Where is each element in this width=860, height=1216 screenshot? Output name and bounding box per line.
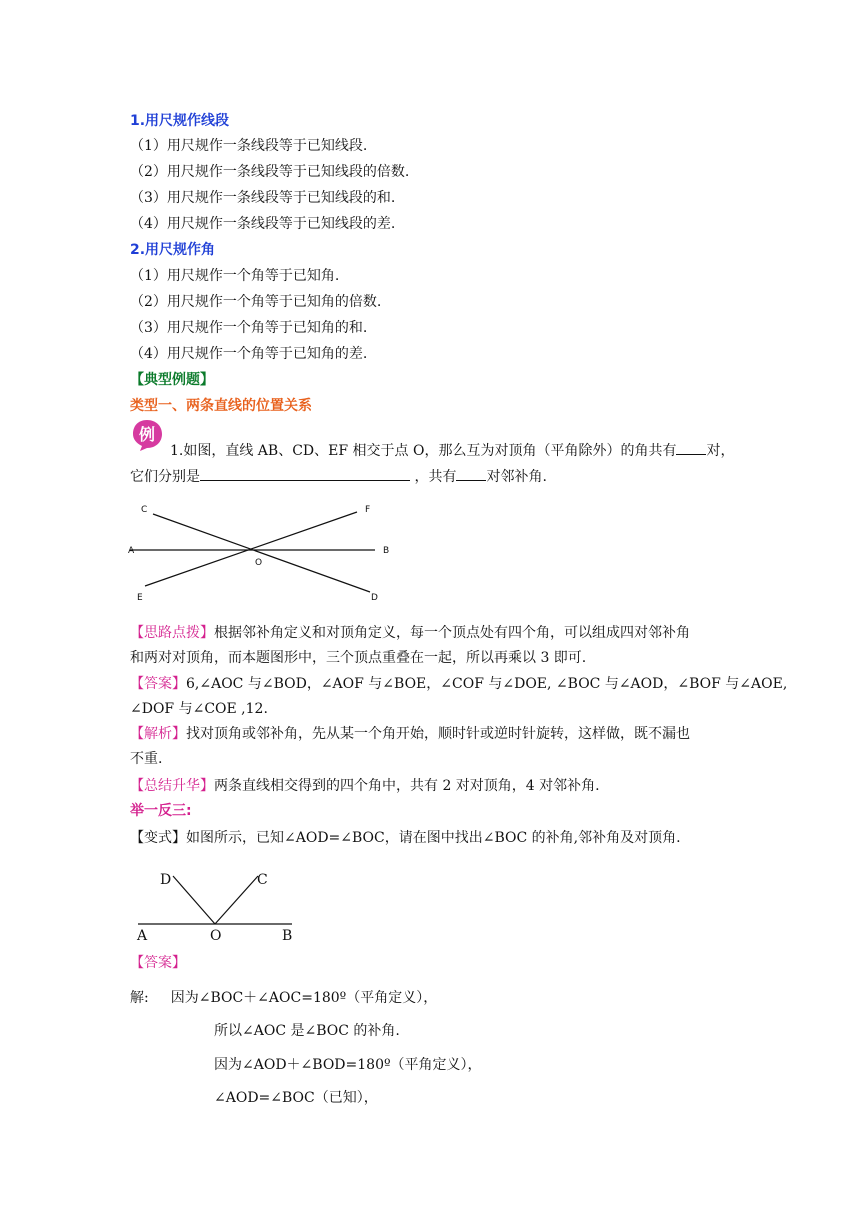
summary-tag: 【总结升华】 <box>130 778 214 794</box>
type1-heading: 类型一、两条直线的位置关系 <box>130 398 312 414</box>
analysis-tag: 【解析】 <box>130 726 186 742</box>
figure-angles <box>130 862 302 944</box>
blank-adjacent-pairs[interactable] <box>456 466 486 481</box>
label-f: F <box>365 505 371 515</box>
label-b: B <box>383 546 390 556</box>
example-badge-label: 例 <box>138 425 156 444</box>
label-c-2: C <box>257 872 268 888</box>
sec1-item-2: （2）用尺规作一条线段等于已知线段的倍数. <box>130 164 410 180</box>
variant-question: 【变式】如图所示，已知∠AOD=∠BOC，请在图中找出∠BOC 的补角,邻补角及对顶角. <box>130 830 681 846</box>
answer-1-text-1: 6,∠AOC 与∠BOD，∠AOF 与∠BOE，∠COF 与∠DOE, ∠BOC 与∠AOD，∠BOF 与∠AOE, <box>186 676 788 692</box>
solution-line-3: 因为∠AOD＋∠BOD=180º（平角定义）， <box>214 1057 482 1073</box>
ray-oc <box>215 876 258 924</box>
section-2-title: 2.用尺规作角 <box>130 242 216 258</box>
blank-count-pairs[interactable] <box>676 440 706 455</box>
label-o: O <box>255 558 263 568</box>
sec2-item-1: （1）用尺规作一个角等于已知角. <box>130 268 340 284</box>
answer-2-tag: 【答案】 <box>130 955 186 971</box>
question-1-line-1 <box>170 440 734 461</box>
q1-text-5: 对邻补角. <box>486 469 547 485</box>
question-1-line-2 <box>130 466 547 487</box>
q1-text-3: 它们分别是 <box>130 469 200 485</box>
solution-line-1 <box>130 988 437 1008</box>
sec1-item-1: （1）用尺规作一条线段等于已知线段. <box>130 138 368 154</box>
summary-line <box>130 776 600 796</box>
label-o-2: O <box>210 928 222 944</box>
label-a: A <box>128 546 135 556</box>
hint-line-1 <box>130 623 690 643</box>
hint-text-1: 根据邻补角定义和对顶角定义，每一个顶点处有四个角，可以组成四对邻补角 <box>214 625 690 641</box>
label-d: D <box>371 593 378 603</box>
sec1-item-3: （3）用尺规作一条线段等于已知线段的和. <box>130 190 396 206</box>
answer-1-line-1 <box>130 674 787 694</box>
sec2-item-3: （3）用尺规作一个角等于已知角的和. <box>130 320 368 336</box>
solution-prefix: 解: <box>130 990 149 1006</box>
line-cd <box>153 514 370 592</box>
analysis-text-1: 找对顶角或邻补角，先从某一个角开始，顺时针或逆时针旋转，这样做，既不漏也 <box>186 726 690 742</box>
figure-intersecting-lines <box>125 498 395 608</box>
blank-list[interactable] <box>200 466 410 481</box>
analysis-line-2: 不重. <box>130 751 163 767</box>
section-1-title: 1.用尺规作线段 <box>130 113 230 129</box>
label-e: E <box>137 593 143 603</box>
examples-heading: 【典型例题】 <box>130 372 214 388</box>
example-badge-icon <box>130 418 164 452</box>
label-a-2: A <box>137 928 148 944</box>
solution-text-1: 因为∠BOC＋∠AOC=180º（平角定义）， <box>170 990 438 1006</box>
answer-1-line-2: ∠DOF 与∠COE ,12. <box>130 701 268 717</box>
sec2-item-4: （4）用尺规作一个角等于已知角的差. <box>130 346 368 362</box>
ray-od <box>173 876 215 924</box>
hint-tag: 【思路点拨】 <box>130 625 214 641</box>
q1-text-4: ，共有 <box>414 469 457 485</box>
analysis-line-1 <box>130 724 690 744</box>
q1-text-1: 1.如图，直线 AB、CD、EF 相交于点 O，那么互为对顶角（平角除外）的角共有 <box>170 443 677 459</box>
label-c: C <box>141 505 148 515</box>
solution-line-4: ∠AOD=∠BOC（已知）， <box>214 1090 378 1106</box>
label-d-2: D <box>160 872 172 888</box>
summary-text: 两条直线相交得到的四个角中，共有 2 对对顶角，4 对邻补角. <box>214 778 600 794</box>
hint-line-2: 和两对对顶角，而本题图形中，三个顶点重叠在一起，所以再乘以 3 即可. <box>130 650 587 666</box>
sec2-item-2: （2）用尺规作一个角等于已知角的倍数. <box>130 294 382 310</box>
practice-heading: 举一反三: <box>130 803 192 819</box>
answer-1-tag: 【答案】 <box>130 676 186 692</box>
sec1-item-4: （4）用尺规作一条线段等于已知线段的差. <box>130 216 396 232</box>
q1-text-2: 对， <box>706 443 735 459</box>
solution-line-2: 所以∠AOC 是∠BOC 的补角. <box>214 1023 400 1039</box>
label-b-2: B <box>282 928 293 944</box>
